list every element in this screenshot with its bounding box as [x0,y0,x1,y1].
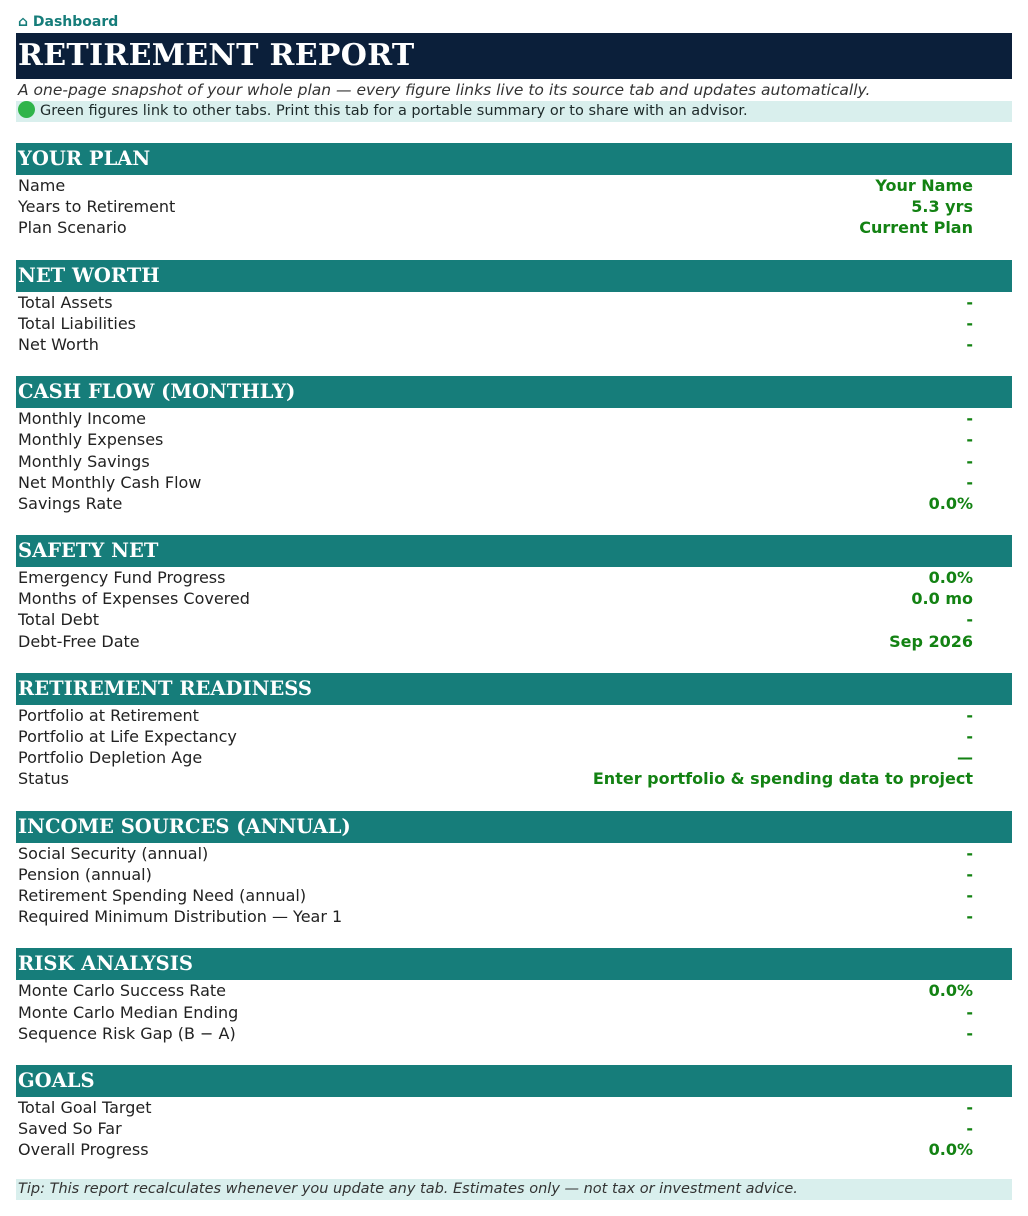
row-value-link[interactable] [588,885,973,906]
row-label: Monte Carlo Success Rate [18,981,226,1001]
report-row [16,493,1012,514]
row-label: Total Liabilities [18,313,137,333]
page-title: RETIREMENT REPORT [18,38,415,73]
report-row [16,1118,1012,1139]
dashboard-link-label: Dashboard [32,14,119,30]
report-row [16,705,1012,726]
row-value-link[interactable] [588,292,973,313]
section-title: CASH FLOW (MONTHLY) [18,380,296,404]
row-label: Total Debt [18,610,100,630]
row-value-link[interactable] [588,843,973,864]
section-header [16,673,1012,705]
row-label: Saved So Far [18,1119,122,1139]
row-label: Plan Scenario [18,218,127,238]
row-value: 0.0% [928,568,973,588]
row-value-link[interactable] [588,217,973,238]
row-value-link[interactable] [588,906,973,927]
row-value: - [966,864,973,884]
row-value: - [966,409,973,429]
row-label: Required Minimum Distribution — Year 1 [18,907,343,927]
section-risk-analysis [16,948,1012,1044]
tip-text: Tip: This report recalculates whenever you update any tab. Estimates only — not tax or investment advice. [18,1181,798,1197]
row-label: Monthly Savings [18,451,150,471]
row-value-link[interactable] [588,493,973,514]
report-row [16,885,1012,906]
row-value: - [966,885,973,905]
row-value: - [966,907,973,927]
row-value-link[interactable] [588,768,973,789]
report-row [16,1002,1012,1023]
section-goals [16,1065,1012,1161]
row-value-link[interactable] [588,451,973,472]
home-icon: ⌂ [18,14,29,30]
report-row [16,334,1012,355]
row-label: Overall Progress [18,1140,149,1160]
report-row [16,1139,1012,1160]
dashboard-link[interactable] [16,12,1012,32]
row-value: - [966,430,973,450]
row-label: Status [18,769,69,789]
row-value-link[interactable] [588,1002,973,1023]
row-value-link[interactable] [588,429,973,450]
row-value: - [966,472,973,492]
green-dot-icon [18,101,35,118]
section-title: SAFETY NET [18,539,159,563]
row-value: Sep 2026 [889,631,973,651]
report-row [16,451,1012,472]
section-title: YOUR PLAN [18,147,151,170]
section-title: INCOME SOURCES (ANNUAL) [18,814,351,838]
section-net-worth [16,260,1012,356]
report-row [16,292,1012,313]
row-value: - [966,1119,973,1139]
row-value-link[interactable] [588,747,973,768]
section-income-sources-annual [16,811,1012,928]
row-label: Years to Retirement [18,197,176,217]
section-header [16,535,1012,567]
row-value: 0.0% [928,1140,973,1160]
row-label: Name [18,176,66,195]
row-value: - [966,610,973,630]
row-value-link[interactable] [588,705,973,726]
section-header [16,1065,1012,1097]
row-value: 0.0% [928,493,973,513]
row-value: - [966,705,973,725]
report-row [16,768,1012,789]
page-subtitle: A one-page snapshot of your whole plan — every figure links live to its source tab and updates automatically. [18,81,871,99]
section-your-plan [16,143,1012,239]
row-value: Enter portfolio & spending data to project [592,769,973,789]
row-value: - [966,334,973,354]
row-value-link[interactable] [588,609,973,630]
row-value: — [957,748,973,768]
row-value-link[interactable] [588,980,973,1001]
row-value: Your Name [875,176,973,195]
row-value: - [966,1002,973,1022]
report-row [16,567,1012,588]
report-row [16,313,1012,334]
report-row [16,588,1012,609]
row-label: Monthly Expenses [18,430,164,450]
row-label: Months of Expenses Covered [18,589,250,609]
section-header [16,260,1012,292]
tip-banner [16,1179,1012,1200]
row-label: Net Worth [18,334,99,354]
row-value-link[interactable] [588,1023,973,1044]
row-value: - [966,1097,973,1117]
report-row [16,408,1012,429]
report-row [16,843,1012,864]
row-label: Emergency Fund Progress [18,568,226,588]
row-value-link[interactable] [588,472,973,493]
section-title: RISK ANALYSIS [18,952,193,976]
section-retirement-readiness [16,673,1012,790]
row-value-link[interactable] [588,334,973,355]
report-row [16,1023,1012,1044]
row-value-link[interactable] [588,175,973,196]
row-label: Monthly Income [18,409,147,429]
report-sections [16,143,1012,1160]
section-title: NET WORTH [18,263,160,287]
row-value-link[interactable] [588,408,973,429]
row-label: Portfolio Depletion Age [18,748,203,768]
row-label: Total Goal Target [18,1097,152,1117]
report-row [16,175,1012,196]
row-value-link[interactable] [588,631,973,652]
report-row [16,609,1012,630]
row-label: Total Assets [18,292,113,312]
row-value-link[interactable] [588,1139,973,1160]
report-row [16,217,1012,238]
row-value: - [966,313,973,333]
section-cash-flow-monthly [16,376,1012,514]
row-label: Social Security (annual) [18,843,209,863]
report-row [16,631,1012,652]
row-value: 0.0 mo [911,589,973,609]
row-label: Debt-Free Date [18,631,140,651]
row-value: 0.0% [928,981,973,1001]
row-label: Portfolio at Retirement [18,705,199,725]
info-note [16,101,1012,122]
row-label: Sequence Risk Gap (B − A) [18,1023,236,1043]
row-label: Monte Carlo Median Ending [18,1002,239,1022]
row-value-link[interactable] [588,864,973,885]
row-value: - [966,727,973,746]
report-row [16,980,1012,1001]
row-value-link[interactable] [588,1097,973,1118]
row-label: Portfolio at Life Expectancy [18,727,237,746]
section-title: GOALS [18,1068,95,1092]
row-value-link[interactable] [588,313,973,334]
row-value: - [966,1023,973,1043]
section-header [16,948,1012,980]
report-row [16,726,1012,747]
row-label: Net Monthly Cash Flow [18,472,202,492]
row-value-link[interactable] [588,567,973,588]
row-value-link[interactable] [588,196,973,217]
row-value: - [966,843,973,863]
report-sheet [16,12,1012,1160]
section-header [16,376,1012,408]
section-title: RETIREMENT READINESS [18,676,312,700]
report-row [16,747,1012,768]
info-note-text: Green figures link to other tabs. Print this tab for a portable summary or to share with an advisor. [40,103,748,119]
report-row [16,196,1012,217]
report-row [16,906,1012,927]
row-label: Savings Rate [18,493,123,513]
row-label: Retirement Spending Need (annual) [18,885,307,905]
section-header [16,143,1012,175]
row-value: Current Plan [859,218,973,238]
report-row [16,1097,1012,1118]
report-row [16,472,1012,493]
row-value: - [966,292,973,312]
row-value-link[interactable] [588,726,973,747]
report-row [16,864,1012,885]
section-safety-net [16,535,1012,652]
row-value: 5.3 yrs [911,197,973,217]
row-value: - [966,451,973,471]
row-label: Pension (annual) [18,864,152,884]
row-value-link[interactable] [588,1118,973,1139]
section-header [16,811,1012,843]
report-row [16,429,1012,450]
row-value-link[interactable] [588,588,973,609]
title-bar [16,33,1012,79]
